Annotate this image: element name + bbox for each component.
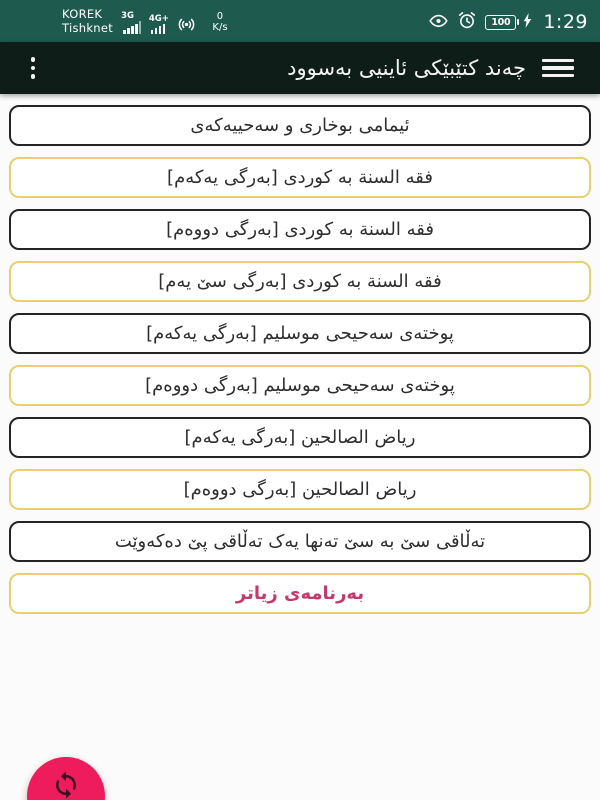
kebab-menu-icon[interactable] [26,57,40,79]
status-bar-right [428,10,588,35]
hotspot-icon [177,15,196,34]
book-button[interactable]: فقه السنة بە کوردی [بەرگی سێ یەم] [9,261,591,302]
book-button[interactable]: ئیمامی بوخاری و سەحییەکەی [9,105,591,146]
book-button[interactable]: تەڵاقی سێ بە سێ تەنها یەک تەڵاقی پێ دەکەوێت [9,521,591,562]
network-speed [212,11,227,34]
refresh-fab[interactable] [27,757,105,800]
carrier-name [62,8,113,36]
book-button[interactable]: بەرنامەی زیاتر [9,573,591,614]
eye-protection-icon [428,10,449,35]
book-button[interactable]: ریاض الصالحین [بەرگی دووەم] [9,469,591,510]
alarm-icon [457,10,477,34]
book-button[interactable]: فقه السنة بە کوردی [بەرگی دووەم] [9,209,591,250]
signal-bars-icon [123,21,141,34]
charging-bolt-icon [522,13,533,32]
book-button[interactable]: پوختەی سەحیحی موسلیم [بەرگی یەکەم] [9,313,591,354]
speed-value: 0 [216,10,224,22]
speed-unit: K/s [212,22,228,33]
signal-bars-icon [151,24,166,34]
clock-time: 1:29 [543,11,588,33]
carrier-line1: KOREK [62,7,103,22]
network-type-label: 4G+ [148,13,169,24]
app-bar [0,42,600,94]
page-title: چەند کتێبێکی ئاینیی بەسوود [287,56,526,80]
network-indicators [123,11,227,34]
book-button[interactable]: پوختەی سەحیحی موسلیم [بەرگی دووەم] [9,365,591,406]
status-bar [0,0,600,42]
signal-3g [123,11,141,34]
network-type-label: 3G [121,10,134,21]
signal-4g [148,13,169,34]
battery-level: 100 [491,16,511,28]
carrier-line2: Tishknet [62,21,114,35]
book-button[interactable]: فقه السنة بە کوردی [بەرگی یەکەم] [9,157,591,198]
book-button[interactable]: ریاض الصالحین [بەرگی یەکەم] [9,417,591,458]
book-list [0,94,600,614]
hamburger-menu-icon[interactable] [542,59,574,78]
refresh-icon [51,757,81,800]
battery-icon [485,15,516,30]
